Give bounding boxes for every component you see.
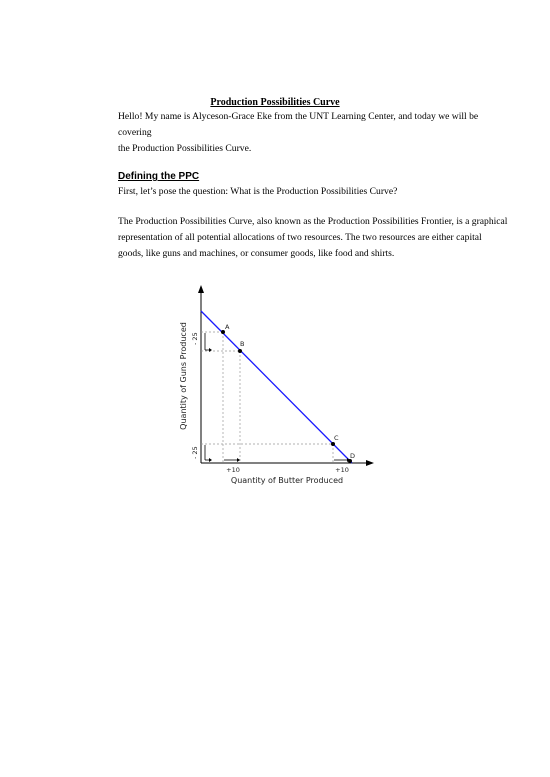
- point-c-label: C: [334, 434, 339, 442]
- y-change-bottom-label: - 25: [191, 446, 199, 459]
- y-axis-label: Quantity of Guns Produced: [179, 322, 188, 430]
- document-title: Production Possibilities Curve: [210, 97, 340, 108]
- y-axis-arrow-icon: [198, 285, 204, 293]
- arrow-icon: [209, 458, 212, 462]
- point-d-label: D: [350, 452, 356, 460]
- section-heading: Defining the PPC: [118, 171, 200, 182]
- arrow-icon: [209, 348, 212, 352]
- point-b: [238, 349, 242, 353]
- point-a-label: A: [225, 323, 230, 331]
- point-c: [331, 442, 335, 446]
- intro-line-1: Hello! My name is Alyceson-Grace Eke from the UNT Learning Center, and today we will be covering: [118, 111, 479, 138]
- point-b-label: B: [240, 340, 245, 348]
- definition-paragraph: The Production Possibilities Curve, also known as the Production Possibilities Frontier, is a graphical representation of all potential allocations of two resources. The two resources are either capital goods, like guns and machines, or consumer goods, like food and shirts.: [118, 216, 508, 259]
- x-axis-label: Quantity of Butter Produced: [230, 476, 344, 485]
- x-axis-arrow-icon: [366, 460, 374, 466]
- x-change-right-label: +10: [335, 466, 349, 474]
- intro-line-2: the Production Possibilities Curve.: [118, 143, 252, 154]
- change-brackets: [205, 333, 347, 460]
- arrow-icon: [237, 458, 240, 462]
- x-change-left-label: +10: [226, 466, 240, 474]
- question-paragraph: First, let’s pose the question: What is the Production Possibilities Curve?: [118, 186, 398, 197]
- y-change-top-label: - 25: [191, 332, 199, 345]
- guide-lines: [201, 332, 333, 463]
